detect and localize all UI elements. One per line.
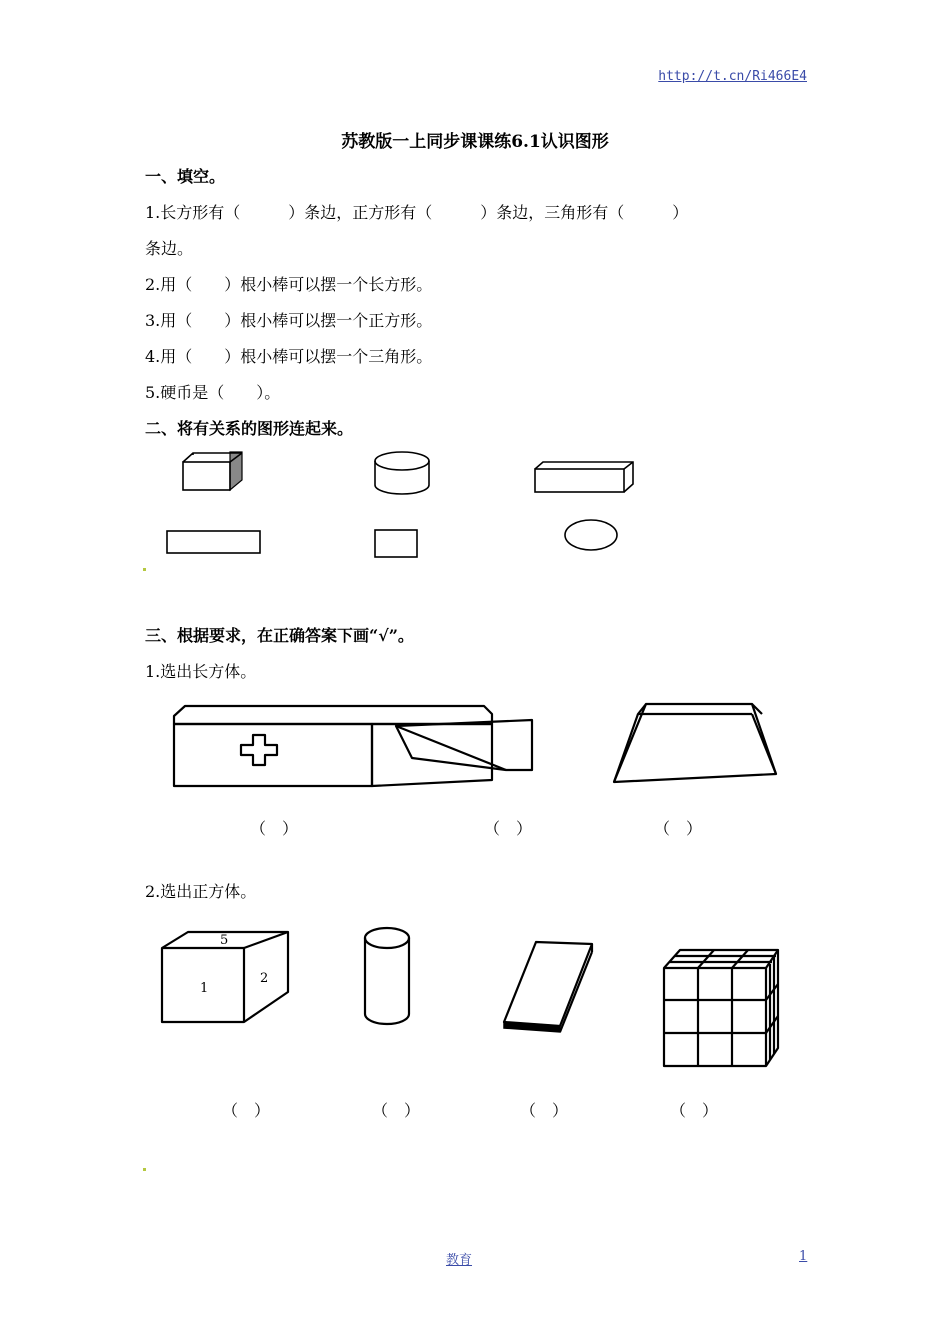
header-url-link[interactable]: http://t.cn/Ri466E4 [658, 69, 807, 84]
option-bracket[interactable]: （ ） [654, 819, 703, 838]
section-3-heading: 三、根据要求，在正确答案下画“√”。 [145, 626, 414, 645]
question-1-line-2: 条边。 [145, 239, 194, 258]
square-figure [374, 529, 420, 559]
decorative-dot [143, 568, 146, 571]
rubiks-cube-figure [660, 946, 782, 1072]
section-3-question-2: 2.选出正方体。 [145, 882, 257, 901]
option-bracket[interactable]: （ ） [372, 1101, 421, 1120]
cube-face-label: 1 [200, 981, 209, 996]
long-cuboid-figure [534, 461, 636, 495]
option-bracket[interactable]: （ ） [250, 819, 299, 838]
question-4: 4.用（ ）根小棒可以摆一个三角形。 [145, 347, 433, 366]
question-3: 3.用（ ）根小棒可以摆一个正方形。 [145, 311, 433, 330]
cube-face-label: 5 [220, 933, 229, 948]
trapezoid-block-figure [612, 702, 780, 786]
decorative-dot [143, 1168, 146, 1171]
question-2: 2.用（ ）根小棒可以摆一个长方形。 [145, 275, 433, 294]
section-2-heading: 二、将有关系的图形连起来。 [145, 419, 354, 438]
section-3-question-1: 1.选出长方体。 [145, 662, 257, 681]
footer-link[interactable]: 教育 [446, 1253, 473, 1268]
small-cuboid-figure [182, 452, 244, 494]
page-number: 1 [799, 1249, 808, 1264]
option-bracket[interactable]: （ ） [670, 1101, 719, 1120]
tall-cylinder-figure [362, 926, 414, 1030]
cylinder-figure [374, 451, 432, 497]
flat-board-figure [500, 940, 596, 1036]
numbered-cube-figure [158, 930, 294, 1026]
section-1-heading: 一、填空。 [145, 167, 226, 186]
rectangle-figure [166, 530, 262, 555]
medicine-box-cross-figure [237, 733, 285, 769]
question-1-line-1: 1.长方形有（ ）条边，正方形有（ ）条边，三角形有（ ） [145, 203, 689, 222]
option-bracket[interactable]: （ ） [520, 1101, 569, 1120]
wedge-shape-figure [394, 718, 538, 774]
cube-face-label: 2 [260, 971, 269, 986]
option-bracket[interactable]: （ ） [222, 1101, 271, 1120]
question-5: 5.硬币是（ ）。 [145, 383, 281, 402]
document-title: 苏教版一上同步课课练6.1认识图形 [341, 132, 609, 152]
ellipse-figure [564, 519, 620, 553]
option-bracket[interactable]: （ ） [484, 819, 533, 838]
